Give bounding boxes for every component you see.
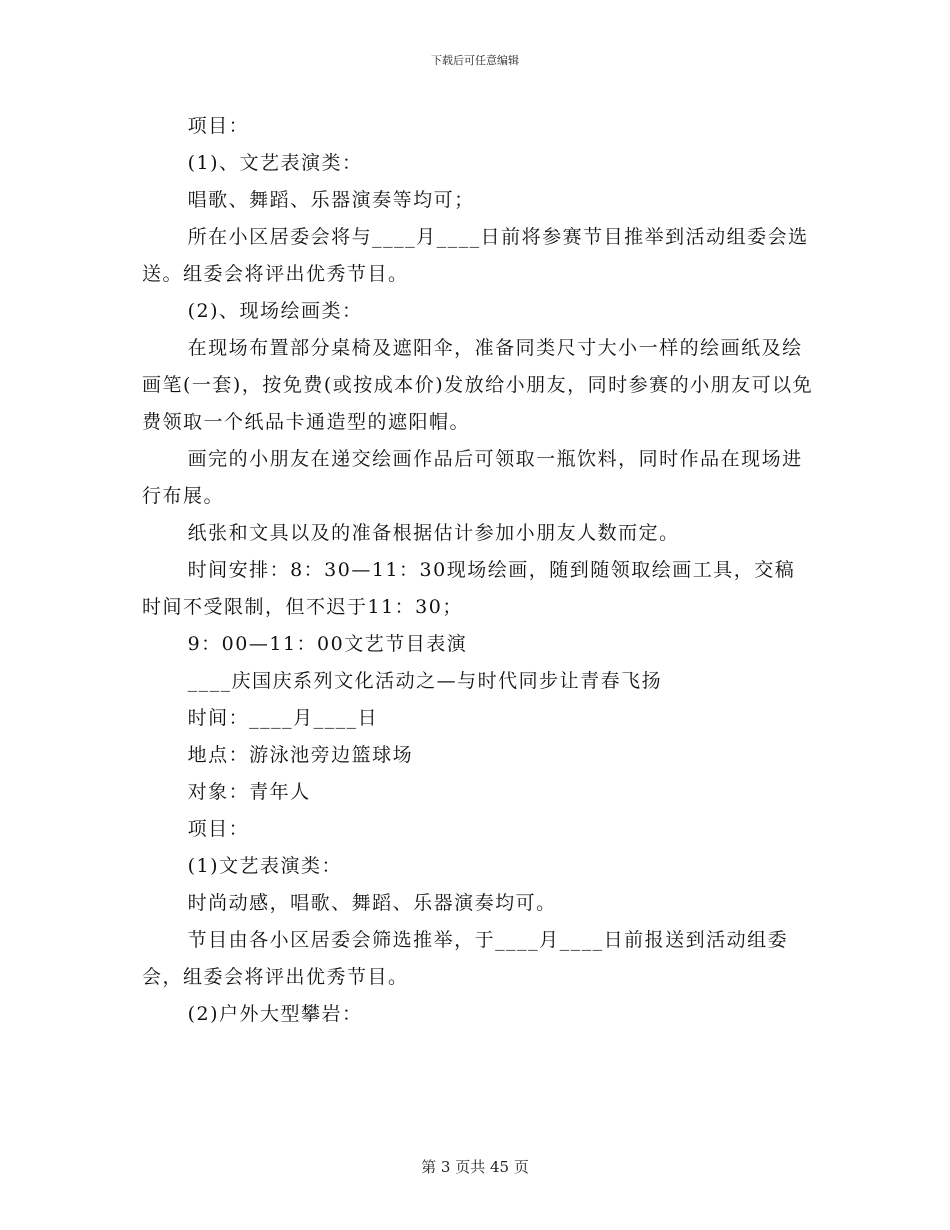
paragraph: 时尚动感，唱歌、舞蹈、乐器演奏均可。 xyxy=(187,892,557,914)
paragraph: (2)户外大型攀岩： xyxy=(187,1003,363,1025)
paragraph: 画完的小朋友在递交绘画作品后可领取一瓶饮料，同时作品在现场进行布展。 xyxy=(142,448,803,507)
paragraph: 对象：青年人 xyxy=(187,781,311,803)
paragraph: 9：00—11：00文艺节目表演 xyxy=(187,633,468,655)
paragraph: 在现场布置部分桌椅及遮阳伞，准备同类尺寸大小一样的绘画纸及绘画笔(一套)，按免费(或按成本价)发放给小朋友，同时参赛的小朋友可以免费领取一个纸品卡通造型的遮阳帽。 xyxy=(142,337,814,433)
paragraph: 唱歌、舞蹈、乐器演奏等均可； xyxy=(187,189,475,211)
paragraph: (2)、现场绘画类： xyxy=(187,300,363,322)
paragraph: 节目由各小区居委会筛选推举，于____月____日前报送到活动组委会，组委会将评出优秀节目。 xyxy=(142,929,789,988)
paragraph: (1)文艺表演类： xyxy=(187,855,343,877)
paragraph: 时间安排：8：30—11：30现场绘画，随到随领取绘画工具，交稿时间不受限制，但不迟于11：30； xyxy=(142,559,796,618)
document-body xyxy=(142,108,814,1033)
paragraph: 纸张和文具以及的准备根据估计参加小朋友人数而定。 xyxy=(187,522,680,544)
page-footer: 第 3 页共 45 页 xyxy=(421,1158,529,1176)
paragraph: 项目： xyxy=(187,818,250,840)
paragraph: (1)、文艺表演类： xyxy=(187,152,363,174)
paragraph: 时间：____月____日 xyxy=(187,707,379,729)
paragraph: 地点：游泳池旁边篮球场 xyxy=(187,744,414,766)
paragraph: ____庆国庆系列文化活动之—与时代同步让青春飞扬 xyxy=(187,670,663,692)
paragraph: 项目： xyxy=(187,115,250,137)
paragraph: 所在小区居委会将与____月____日前将参赛节目推举到活动组委会选送。组委会将评出优秀节目。 xyxy=(142,226,809,285)
page-header: 下载后可任意编辑 xyxy=(431,54,519,67)
